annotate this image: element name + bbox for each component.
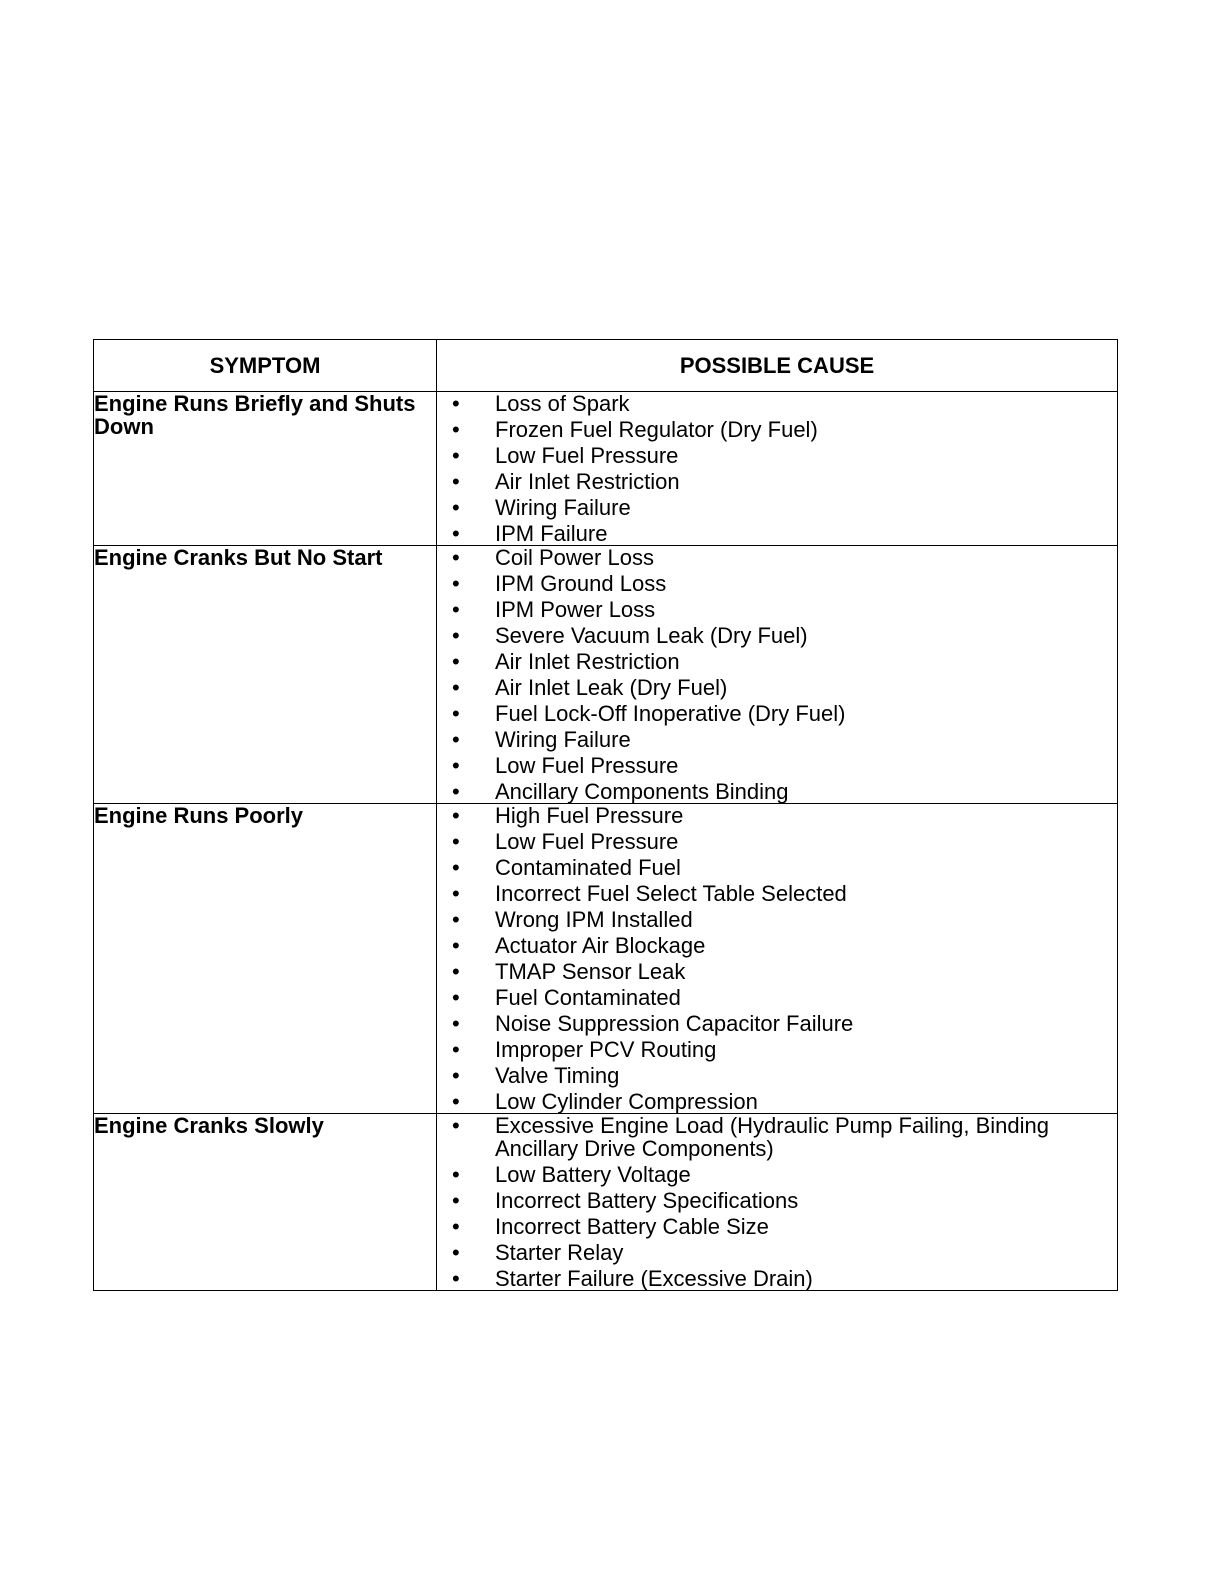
cause-list [437, 392, 1117, 545]
list-item [437, 780, 1117, 803]
list-item [437, 1114, 1117, 1160]
bullet-icon: • [452, 571, 460, 596]
cause-text: Air Inlet Leak (Dry Fuel) [495, 675, 728, 700]
list-item [437, 1090, 1117, 1113]
list-item [437, 1241, 1117, 1264]
list-item [437, 676, 1117, 699]
cause-text: Wrong IPM Installed [495, 907, 693, 932]
list-item [437, 470, 1117, 493]
list-item [437, 960, 1117, 983]
cause-list [437, 1114, 1117, 1290]
bullet-icon: • [452, 675, 460, 700]
bullet-icon: • [452, 417, 460, 442]
bullet-icon: • [452, 1011, 460, 1036]
bullet-icon: • [452, 727, 460, 752]
cause-text: Loss of Spark [495, 391, 630, 416]
list-item [437, 1064, 1117, 1087]
list-item [437, 1012, 1117, 1035]
list-item [437, 392, 1117, 415]
cause-text: Valve Timing [495, 1063, 620, 1088]
cause-text: Improper PCV Routing [495, 1037, 717, 1062]
list-item [437, 418, 1117, 441]
cause-text: Incorrect Fuel Select Table Selected [495, 881, 847, 906]
bullet-icon: • [452, 985, 460, 1010]
cause-text: Incorrect Battery Cable Size [495, 1214, 769, 1239]
table-row [94, 546, 1118, 804]
cause-text: Excessive Engine Load (Hydraulic Pump Failing, Binding Ancillary Drive Components) [495, 1113, 1049, 1161]
bullet-icon: • [452, 803, 460, 828]
table-row [94, 392, 1118, 546]
bullet-icon: • [452, 1266, 460, 1291]
list-item [437, 986, 1117, 1009]
cause-text: Actuator Air Blockage [495, 933, 706, 958]
bullet-icon: • [452, 1162, 460, 1187]
bullet-icon: • [452, 1188, 460, 1213]
cause-text: TMAP Sensor Leak [495, 959, 686, 984]
cause-text: Noise Suppression Capacitor Failure [495, 1011, 854, 1036]
bullet-icon: • [452, 623, 460, 648]
possible-cause-cell [437, 392, 1118, 546]
possible-cause-cell [437, 546, 1118, 804]
bullet-icon: • [452, 443, 460, 468]
bullet-icon: • [452, 753, 460, 778]
table-row [94, 1114, 1118, 1291]
bullet-icon: • [452, 1240, 460, 1265]
bullet-icon: • [452, 1037, 460, 1062]
cause-text: Frozen Fuel Regulator (Dry Fuel) [495, 417, 818, 442]
symptom-cell: Engine Runs Briefly and Shuts Down [94, 392, 437, 546]
list-item [437, 1038, 1117, 1061]
bullet-icon: • [452, 855, 460, 880]
list-item [437, 702, 1117, 725]
bullet-icon: • [452, 545, 460, 570]
bullet-icon: • [452, 933, 460, 958]
list-item [437, 728, 1117, 751]
cause-text: Severe Vacuum Leak (Dry Fuel) [495, 623, 808, 648]
cause-text: Wiring Failure [495, 495, 631, 520]
bullet-icon: • [452, 1214, 460, 1239]
table-body [94, 392, 1118, 1291]
list-item [437, 1267, 1117, 1290]
list-item [437, 598, 1117, 621]
bullet-icon: • [452, 959, 460, 984]
cause-text: Air Inlet Restriction [495, 469, 680, 494]
bullet-icon: • [452, 881, 460, 906]
bullet-icon: • [452, 391, 460, 416]
cause-text: Starter Relay [495, 1240, 624, 1265]
bullet-icon: • [452, 1089, 460, 1114]
cause-text: Contaminated Fuel [495, 855, 681, 880]
bullet-icon: • [452, 649, 460, 674]
cause-text: High Fuel Pressure [495, 803, 684, 828]
cause-text: IPM Power Loss [495, 597, 656, 622]
cause-list [437, 804, 1117, 1113]
bullet-icon: • [452, 701, 460, 726]
symptom-cell: Engine Runs Poorly [94, 804, 437, 1114]
cause-text: Air Inlet Restriction [495, 649, 680, 674]
cause-text: Coil Power Loss [495, 545, 654, 570]
bullet-icon: • [452, 1113, 460, 1138]
cause-text: Low Fuel Pressure [495, 753, 679, 778]
list-item [437, 444, 1117, 467]
list-item [437, 1163, 1117, 1186]
cause-text: IPM Failure [495, 521, 608, 546]
possible-cause-column-header: POSSIBLE CAUSE [437, 340, 1118, 392]
list-item [437, 650, 1117, 673]
list-item [437, 624, 1117, 647]
symptom-cell: Engine Cranks Slowly [94, 1114, 437, 1291]
list-item [437, 856, 1117, 879]
list-item [437, 830, 1117, 853]
table-row [94, 804, 1118, 1114]
bullet-icon: • [452, 907, 460, 932]
cause-text: Low Cylinder Compression [495, 1089, 758, 1114]
bullet-icon: • [452, 597, 460, 622]
symptom-column-header: SYMPTOM [94, 340, 437, 392]
list-item [437, 1189, 1117, 1212]
list-item [437, 1215, 1117, 1238]
cause-text: Low Battery Voltage [495, 1162, 691, 1187]
list-item [437, 934, 1117, 957]
list-item [437, 522, 1117, 545]
cause-list [437, 546, 1117, 803]
symptom-cell: Engine Cranks But No Start [94, 546, 437, 804]
bullet-icon: • [452, 469, 460, 494]
bullet-icon: • [452, 495, 460, 520]
possible-cause-cell [437, 1114, 1118, 1291]
cause-text: Fuel Lock-Off Inoperative (Dry Fuel) [495, 701, 846, 726]
cause-text: Fuel Contaminated [495, 985, 681, 1010]
cause-text: Wiring Failure [495, 727, 631, 752]
table-header-row [94, 340, 1118, 392]
list-item [437, 804, 1117, 827]
troubleshooting-table [93, 339, 1118, 1291]
bullet-icon: • [452, 829, 460, 854]
list-item [437, 572, 1117, 595]
cause-text: Ancillary Components Binding [495, 779, 789, 804]
bullet-icon: • [452, 521, 460, 546]
list-item [437, 908, 1117, 931]
list-item [437, 754, 1117, 777]
possible-cause-cell [437, 804, 1118, 1114]
list-item [437, 882, 1117, 905]
bullet-icon: • [452, 1063, 460, 1088]
list-item [437, 546, 1117, 569]
list-item [437, 496, 1117, 519]
cause-text: Low Fuel Pressure [495, 443, 679, 468]
bullet-icon: • [452, 779, 460, 804]
cause-text: Starter Failure (Excessive Drain) [495, 1266, 813, 1291]
cause-text: IPM Ground Loss [495, 571, 667, 596]
cause-text: Low Fuel Pressure [495, 829, 679, 854]
cause-text: Incorrect Battery Specifications [495, 1188, 799, 1213]
